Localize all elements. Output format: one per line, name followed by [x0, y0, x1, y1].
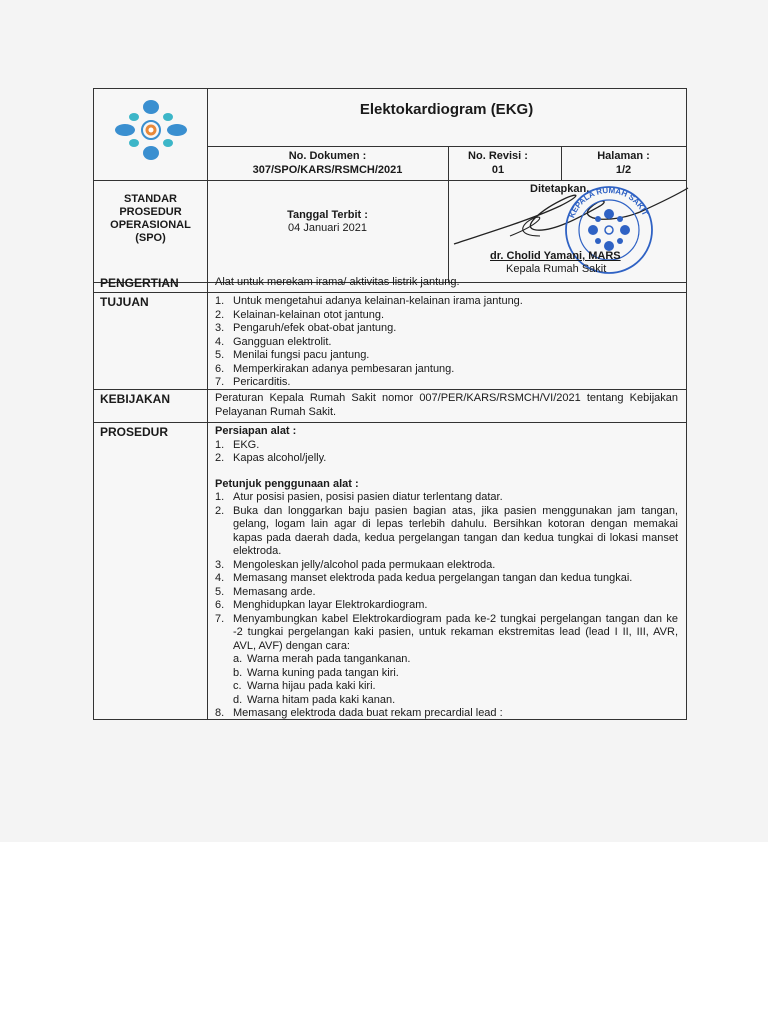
- list-item: 1. Atur posisi pasien, posisi pasien diatur terlentang datar.: [215, 491, 503, 503]
- pengertian-label: PENGERTIAN: [100, 276, 179, 290]
- halaman-value: 1/2: [615, 164, 632, 176]
- list-item: 1. EKG.: [215, 438, 260, 451]
- spo-document: [93, 88, 687, 720]
- list-item: 4. Gangguan elektrolit.: [215, 335, 332, 348]
- spo-label: [94, 193, 207, 719]
- no-dokumen-value: 307/SPO/KARS/RSMCH/2021: [252, 164, 403, 176]
- list-item: c. Warna hijau pada kaki kiri.: [233, 680, 376, 692]
- persiapan-title: Persiapan alat :: [215, 425, 297, 437]
- list-item: 6. Menghidupkan layar Elektrokardiogram.: [215, 599, 428, 611]
- kebijakan-label: KEBIJAKAN: [100, 392, 171, 406]
- hospital-logo-icon: [108, 97, 194, 163]
- divider: [94, 422, 686, 423]
- list-item: a. Warna merah pada tangankanan.: [233, 653, 411, 665]
- list-item: 7. Menyambungkan kabel Elektrokardiogram pada ke-2 tungkai pergelangan tangan dan ke -2 tungkai pergelangan kaki pasien, untuk rekaman ekstremitas lead (lead I II, III, AVR, AVL, AVF) dengan cara:: [215, 612, 678, 652]
- list-item: 6. Memperkirakan adanya pembesaran jantung.: [215, 362, 455, 375]
- warna-sub-list: [215, 653, 678, 707]
- divider: [94, 292, 686, 293]
- spo-line: OPERASIONAL: [110, 219, 191, 231]
- tanggal-value: 04 Januari 2021: [288, 222, 367, 234]
- svg-text:KEPALA RUMAH SAKIT: KEPALA RUMAH SAKIT: [567, 185, 650, 220]
- signatory-name: dr. Cholid Yamani, MARS: [490, 250, 621, 262]
- pengertian-text: Alat untuk merekam irama/ aktivitas listrik jantung.: [215, 276, 460, 288]
- tanggal-label: Tanggal Terbit :: [287, 209, 368, 221]
- petunjuk-title: Petunjuk penggunaan alat :: [215, 477, 359, 490]
- list-item: 1. Untuk mengetahui adanya kelainan-kelainan irama jantung.: [215, 295, 523, 307]
- list-item: 3. Mengoleskan jelly/alcohol pada permukaan elektroda.: [215, 558, 496, 571]
- divider: [448, 180, 449, 282]
- list-item: 4. Memasang manset elektroda pada kedua pergelangan tangan dan kedua tungkai.: [215, 572, 633, 584]
- divider: [94, 389, 686, 390]
- list-item: 5. Memasang arde.: [215, 585, 316, 598]
- list-item: 7. Pericarditis.: [215, 376, 291, 388]
- tujuan-label: TUJUAN: [100, 295, 149, 309]
- divider: [94, 180, 686, 181]
- list-item: 5. Menilai fungsi pacu jantung.: [215, 349, 370, 361]
- list-item: 8. Memasang elektroda dada buat rekam precardial lead :: [215, 707, 503, 719]
- spo-line: PROSEDUR: [119, 206, 182, 218]
- list-item: b. Warna kuning pada tangan kiri.: [233, 666, 399, 679]
- no-revisi-value: 01: [491, 164, 505, 176]
- prosedur-label: PROSEDUR: [100, 425, 169, 439]
- no-dokumen-label: No. Dokumen :: [288, 150, 367, 162]
- petunjuk-list: [215, 491, 678, 653]
- ditetapkan-label: Ditetapkan,: [530, 183, 590, 195]
- no-dokumen-cell: [207, 149, 448, 181]
- prosedur-content: [215, 425, 678, 721]
- spo-line: (SPO): [135, 232, 166, 244]
- tujuan-list: [215, 295, 675, 390]
- document-title: Elektokardiogram (EKG): [359, 101, 534, 118]
- no-revisi-cell: [448, 149, 548, 181]
- list-item: 2. Kapas alcohol/jelly.: [215, 452, 327, 464]
- list-item: d. Warna hitam pada kaki kanan.: [233, 693, 396, 706]
- divider: [207, 282, 208, 719]
- divider: [207, 146, 686, 147]
- step-8: [215, 707, 678, 721]
- persiapan-list: [215, 439, 678, 466]
- signatory-title: Kepala Rumah Sakit: [506, 263, 607, 275]
- no-revisi-label: No. Revisi :: [468, 150, 528, 162]
- list-item: 2. Buka dan longgarkan baju pasien bagian atas, jika pasien menggunakan jam tangan, gelang, logam lain agar di lepas terlebih dahulu. Bersihkan kotoran dengan memakai kapas pada daerah dada, kedua pergelangan tangan dan kedua tungkai di lokasi manset elektroda.: [215, 504, 678, 557]
- halaman-label: Halaman :: [597, 150, 650, 162]
- kebijakan-text: Peraturan Kepala Rumah Sakit nomor 007/PER/KARS/RSMCH/VI/2021 tentang Kebijakan Pelayanan Rumah Sakit.: [215, 392, 678, 418]
- spo-line: STANDAR: [124, 193, 177, 205]
- halaman-cell: [561, 149, 686, 181]
- list-item: 2. Kelainan-kelainan otot jantung.: [215, 308, 385, 321]
- list-item: 3. Pengaruh/efek obat-obat jantung.: [215, 322, 397, 334]
